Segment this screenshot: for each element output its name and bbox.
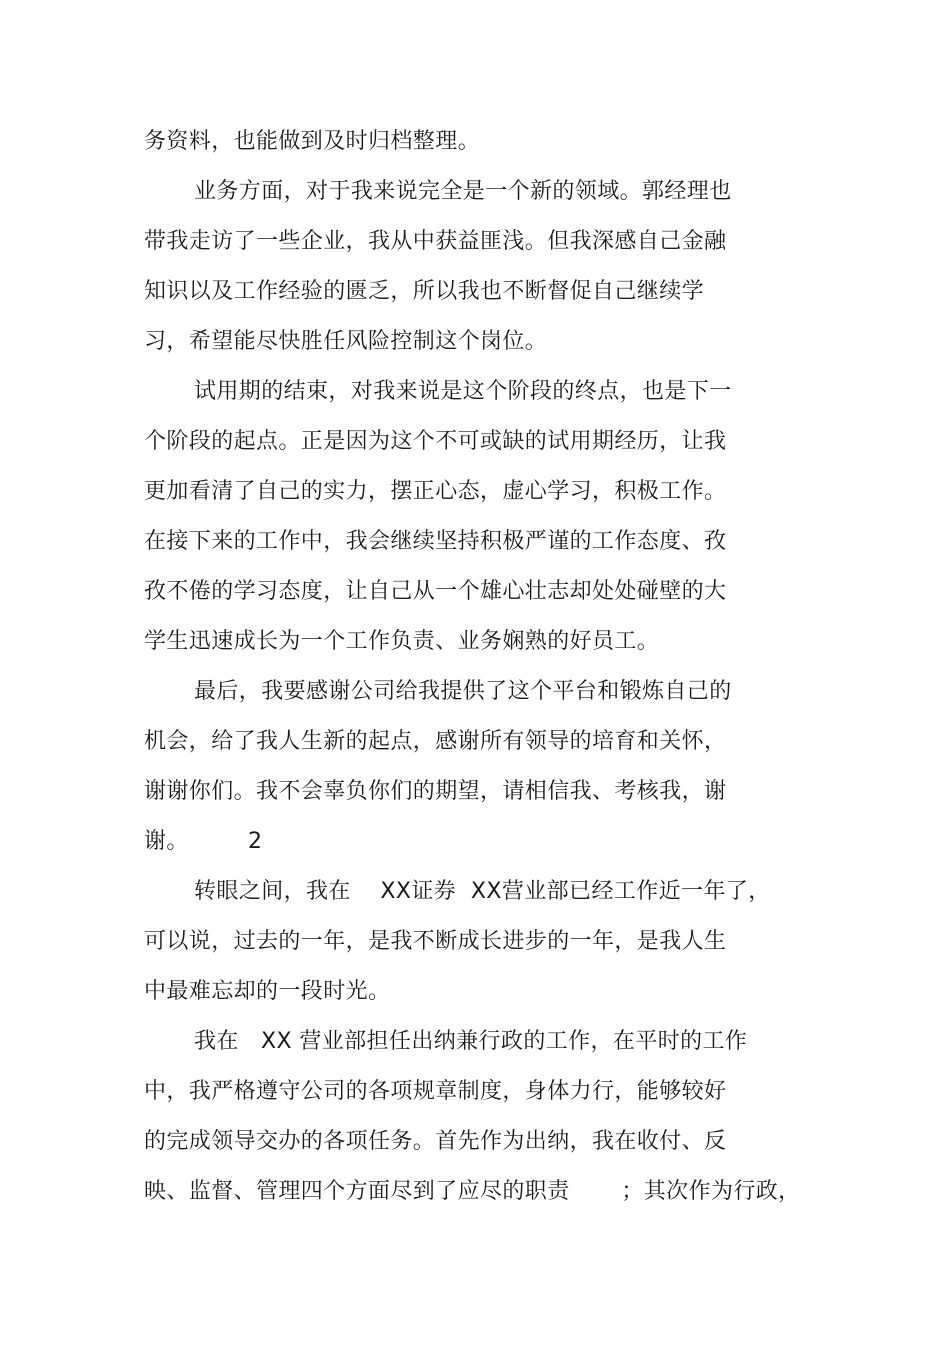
text-line: 更加看清了自己的实力，摆正心态，虚心学习，积极工作。 (144, 479, 727, 504)
paragraph-first-line: 最后，我要感谢公司给我提供了这个平台和锻炼自己的 (194, 679, 732, 704)
text-line: 带我走访了一些企业，我从中获益匪浅。但我深感自己金融 (144, 229, 727, 254)
text-line: 务资料，也能做到及时归档整理。 (144, 129, 481, 154)
text-line: 谢。 2 (144, 829, 263, 854)
text-line: 可以说，过去的一年，是我不断成长进步的一年，是我人生 (144, 929, 727, 954)
text-line: 个阶段的起点。正是因为这个不可或缺的试用期经历，让我 (144, 429, 727, 454)
text-line: 机会，给了我人生新的起点，感谢所有领导的培育和关怀， (144, 729, 727, 754)
paragraph-first-line: 转眼之间，我在 XX证券 XX营业部已经工作近一年了， (194, 879, 771, 904)
paragraph-first-line: 我在 XX 营业部担任出纳兼行政的工作，在平时的工作 (194, 1029, 748, 1054)
text-line: 映、监督、管理四个方面尽到了应尽的职责 ；其次作为行政， (144, 1179, 801, 1204)
text-line: 孜不倦的学习态度，让自己从一个雄心壮志却处处碰壁的大 (144, 579, 727, 604)
text-line: 学生迅速成长为一个工作负责、业务娴熟的好员工。 (144, 629, 660, 654)
text-line: 谢谢你们。我不会辜负你们的期望，请相信我、考核我，谢 (144, 779, 727, 804)
text-line: 习，希望能尽快胜任风险控制这个岗位。 (144, 329, 548, 354)
text-line: 中最难忘却的一段时光。 (144, 979, 391, 1004)
text-line: 中，我严格遵守公司的各项规章制度，身体力行，能够较好 (144, 1079, 727, 1104)
text-line: 的完成领导交办的各项任务。首先作为出纳，我在收付、反 (144, 1129, 727, 1154)
paragraph-first-line: 试用期的结束，对我来说是这个阶段的终点，也是下一 (194, 379, 732, 404)
text-line: 知识以及工作经验的匮乏，所以我也不断督促自己继续学 (144, 279, 705, 304)
text-line: 在接下来的工作中，我会继续坚持积极严谨的工作态度、孜 (144, 529, 727, 554)
paragraph-first-line: 业务方面，对于我来说完全是一个新的领域。郭经理也 (194, 179, 732, 204)
